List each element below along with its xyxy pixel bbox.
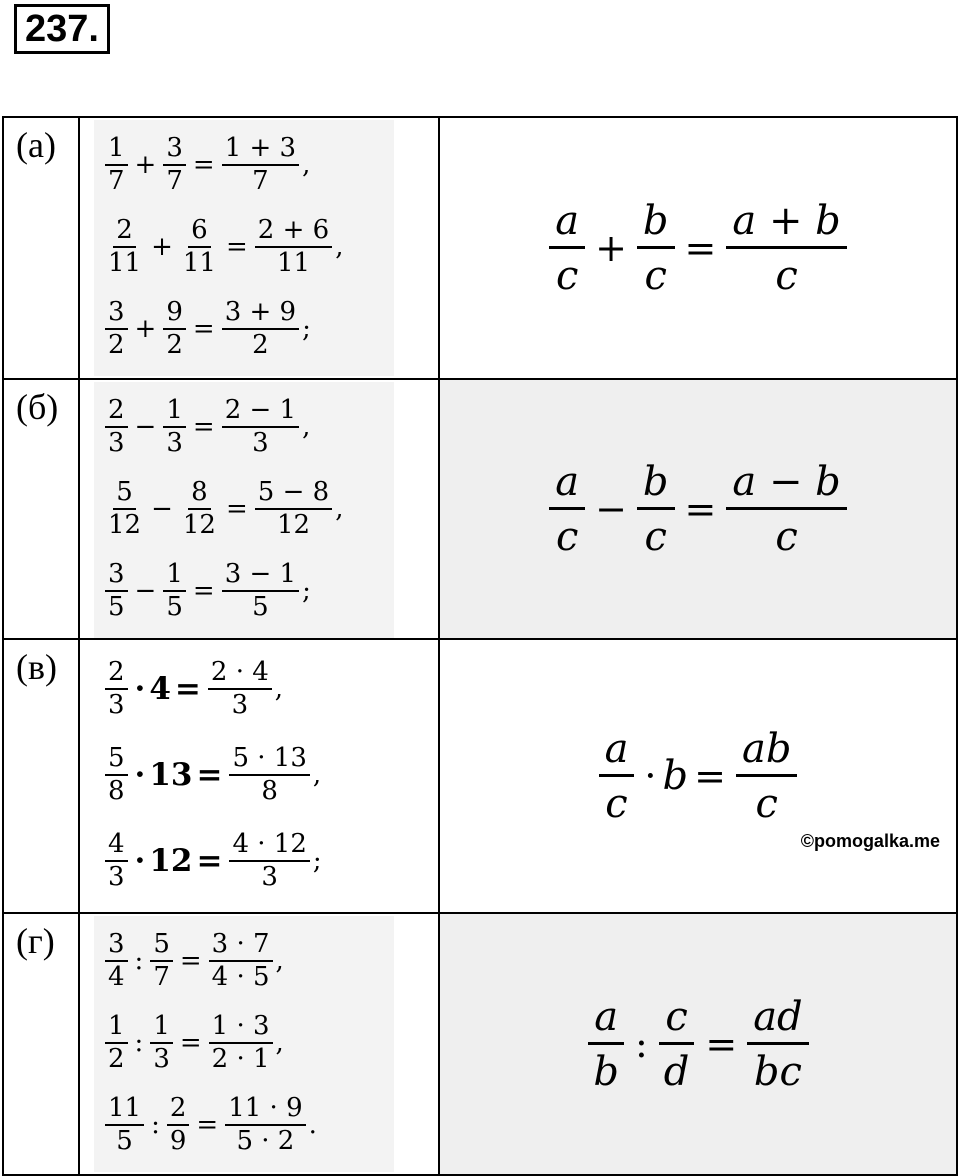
denominator: 12 bbox=[182, 510, 216, 540]
operator: = bbox=[192, 150, 215, 180]
numerator: 1 bbox=[105, 1013, 128, 1044]
numerator: 3 bbox=[105, 561, 128, 592]
fraction bbox=[229, 742, 309, 806]
fraction bbox=[105, 828, 128, 892]
math-text: , bbox=[312, 760, 322, 790]
denominator: 9 bbox=[169, 1126, 187, 1156]
denominator: c bbox=[755, 780, 778, 827]
numerator: 5 bbox=[150, 931, 173, 962]
example-equation bbox=[102, 124, 394, 206]
numerator: 4 · 12 bbox=[229, 831, 309, 862]
fraction bbox=[222, 132, 299, 196]
fraction bbox=[209, 928, 273, 992]
numerator: 5 bbox=[113, 479, 136, 510]
operator: + bbox=[151, 232, 173, 262]
math-text: , bbox=[302, 150, 311, 180]
table-row bbox=[3, 379, 957, 639]
numerator: 1 bbox=[150, 1013, 173, 1044]
row-label: (г) bbox=[3, 913, 79, 1175]
numerator: c bbox=[659, 996, 693, 1045]
fraction bbox=[105, 558, 128, 622]
fraction bbox=[549, 197, 585, 299]
numerator: 1 + 3 bbox=[222, 135, 299, 166]
operator: · bbox=[134, 671, 146, 707]
denominator: bc bbox=[753, 1048, 802, 1095]
denominator: 5 bbox=[108, 592, 125, 622]
denominator: d bbox=[663, 1048, 690, 1095]
denominator: 3 bbox=[153, 1044, 170, 1074]
fraction bbox=[163, 394, 186, 458]
numerator: 9 bbox=[163, 299, 186, 330]
numerator: 3 · 7 bbox=[209, 931, 273, 962]
examples-cell bbox=[79, 639, 439, 913]
numerator: 5 · 13 bbox=[229, 745, 309, 776]
denominator: 3 bbox=[108, 428, 125, 458]
operator: = bbox=[225, 232, 248, 262]
denominator: 11 bbox=[108, 248, 142, 278]
fraction bbox=[587, 993, 625, 1095]
math-text: 4 bbox=[149, 671, 171, 707]
denominator: c bbox=[555, 252, 579, 299]
denominator: 5 bbox=[252, 592, 269, 622]
denominator: 2 bbox=[252, 330, 269, 360]
general-formula bbox=[440, 458, 956, 560]
denominator: 4 bbox=[108, 962, 125, 992]
math-text: , bbox=[275, 946, 284, 976]
numerator: 1 bbox=[163, 397, 186, 428]
operator: = bbox=[179, 1028, 202, 1058]
fraction bbox=[105, 394, 128, 458]
denominator: 7 bbox=[166, 166, 183, 196]
numerator: 5 bbox=[105, 745, 128, 776]
fraction bbox=[150, 1010, 173, 1074]
operator: = bbox=[192, 576, 215, 606]
general-formula bbox=[440, 993, 956, 1095]
fraction bbox=[225, 1092, 305, 1156]
fraction bbox=[105, 214, 144, 278]
operator: · bbox=[644, 754, 657, 798]
fraction bbox=[726, 458, 846, 560]
fraction bbox=[747, 993, 808, 1095]
examples-cell bbox=[79, 913, 439, 1175]
examples-panel bbox=[94, 120, 394, 376]
numerator: a bbox=[588, 996, 624, 1045]
numerator: a bbox=[549, 200, 585, 249]
denominator: 12 bbox=[276, 510, 311, 540]
fraction bbox=[549, 458, 585, 560]
fraction bbox=[105, 296, 128, 360]
problem-number: 237. bbox=[14, 4, 110, 54]
operator: − bbox=[151, 494, 173, 524]
math-text: , bbox=[335, 232, 344, 262]
denominator: 5 · 2 bbox=[236, 1126, 295, 1156]
denominator: 7 bbox=[252, 166, 269, 196]
examples-panel bbox=[94, 642, 394, 910]
general-formula bbox=[440, 197, 956, 299]
numerator: 2 bbox=[167, 1095, 190, 1126]
operator: − bbox=[134, 412, 157, 442]
numerator: 3 bbox=[105, 931, 128, 962]
fraction bbox=[222, 558, 299, 622]
general-formula-cell bbox=[439, 379, 957, 639]
denominator: 3 bbox=[108, 690, 125, 720]
fraction bbox=[150, 928, 173, 992]
math-text: b bbox=[662, 753, 689, 799]
math-text: ; bbox=[302, 576, 311, 606]
table-row bbox=[3, 117, 957, 379]
numerator: 2 − 1 bbox=[222, 397, 299, 428]
numerator: 1 bbox=[105, 135, 128, 166]
numerator: b bbox=[637, 461, 675, 510]
example-equation bbox=[102, 1084, 394, 1166]
examples-panel bbox=[94, 382, 394, 638]
denominator: 7 bbox=[153, 962, 170, 992]
math-text: . bbox=[308, 1110, 317, 1140]
denominator: 3 bbox=[231, 690, 249, 720]
numerator: 2 bbox=[113, 217, 136, 248]
example-equation bbox=[102, 550, 394, 632]
math-text: , bbox=[302, 412, 311, 442]
denominator: 3 bbox=[252, 428, 269, 458]
numerator: 2 bbox=[105, 659, 128, 690]
fraction bbox=[726, 197, 846, 299]
numerator: 11 bbox=[105, 1095, 144, 1126]
numerator: 3 bbox=[105, 299, 128, 330]
numerator: 11 · 9 bbox=[225, 1095, 305, 1126]
denominator: c bbox=[555, 513, 579, 560]
fraction bbox=[255, 476, 332, 540]
fraction bbox=[255, 214, 332, 278]
operator: = bbox=[684, 487, 717, 531]
operator: : bbox=[634, 1022, 648, 1066]
operator: = bbox=[684, 226, 717, 270]
fraction bbox=[637, 458, 675, 560]
operator: − bbox=[595, 487, 627, 531]
numerator: ad bbox=[747, 996, 808, 1045]
denominator: 2 bbox=[166, 330, 183, 360]
numerator: 3 − 1 bbox=[222, 561, 299, 592]
general-formula-cell bbox=[439, 913, 957, 1175]
math-text: , bbox=[274, 674, 284, 704]
table-row bbox=[3, 639, 957, 913]
fraction bbox=[208, 656, 272, 720]
numerator: 2 · 4 bbox=[208, 659, 272, 690]
example-equation bbox=[102, 818, 394, 904]
row-label: (а) bbox=[3, 117, 79, 379]
operator: : bbox=[134, 946, 144, 976]
fraction bbox=[658, 993, 696, 1095]
operator: = bbox=[192, 314, 215, 344]
math-text: , bbox=[275, 1028, 284, 1058]
operator: = bbox=[705, 1022, 738, 1066]
examples-cell bbox=[79, 117, 439, 379]
operator: = bbox=[196, 757, 223, 793]
fraction bbox=[229, 828, 309, 892]
denominator: c bbox=[775, 252, 798, 299]
numerator: 2 bbox=[105, 397, 128, 428]
fraction bbox=[105, 1092, 144, 1156]
numerator: 2 + 6 bbox=[255, 217, 332, 248]
fraction bbox=[222, 394, 299, 458]
denominator: 2 bbox=[108, 330, 125, 360]
denominator: 8 bbox=[108, 776, 125, 806]
denominator: 11 bbox=[182, 248, 216, 278]
fraction bbox=[105, 656, 128, 720]
denominator: 3 bbox=[166, 428, 183, 458]
denominator: 3 bbox=[108, 862, 125, 892]
formula-table bbox=[2, 116, 958, 1176]
numerator: a bbox=[549, 461, 585, 510]
operator: · bbox=[134, 757, 146, 793]
numerator: 3 + 9 bbox=[222, 299, 299, 330]
fraction bbox=[637, 197, 675, 299]
fraction bbox=[209, 1010, 273, 1074]
operator: = bbox=[179, 946, 202, 976]
numerator: 6 bbox=[188, 217, 211, 248]
fraction bbox=[163, 132, 186, 196]
numerator: a bbox=[599, 728, 635, 777]
examples-cell bbox=[79, 379, 439, 639]
fraction bbox=[599, 725, 635, 827]
operator: = bbox=[196, 1110, 219, 1140]
numerator: 1 bbox=[163, 561, 186, 592]
example-equation bbox=[102, 1002, 394, 1084]
numerator: a + b bbox=[726, 200, 846, 249]
fraction bbox=[105, 928, 128, 992]
denominator: 2 bbox=[108, 1044, 125, 1074]
denominator: c bbox=[605, 780, 628, 827]
operator: = bbox=[225, 494, 248, 524]
denominator: c bbox=[775, 513, 798, 560]
denominator: 3 bbox=[261, 862, 278, 892]
operator: = bbox=[174, 671, 201, 707]
denominator: 2 · 1 bbox=[211, 1044, 270, 1074]
math-text: , bbox=[335, 494, 344, 524]
numerator: 4 bbox=[105, 831, 128, 862]
watermark: ©pomogalka.me bbox=[800, 831, 940, 851]
numerator: 3 bbox=[163, 135, 186, 166]
operator: = bbox=[694, 754, 726, 798]
denominator: b bbox=[593, 1048, 619, 1095]
denominator: 5 bbox=[116, 1126, 133, 1156]
denominator: 4 · 5 bbox=[211, 962, 270, 992]
fraction bbox=[180, 476, 219, 540]
math-text: ; bbox=[312, 846, 322, 876]
operator: − bbox=[134, 576, 157, 606]
denominator: 11 bbox=[276, 248, 311, 278]
example-equation bbox=[102, 920, 394, 1002]
math-text: 13 bbox=[149, 757, 193, 793]
denominator: 12 bbox=[108, 510, 142, 540]
general-formula bbox=[440, 725, 956, 827]
numerator: b bbox=[637, 200, 675, 249]
row-label: (в) bbox=[3, 639, 79, 913]
fraction bbox=[105, 132, 128, 196]
fraction bbox=[222, 296, 299, 360]
operator: + bbox=[595, 226, 627, 270]
operator: : bbox=[134, 1028, 144, 1058]
general-formula-cell bbox=[439, 117, 957, 379]
denominator: c bbox=[644, 513, 667, 560]
operator: + bbox=[134, 150, 157, 180]
operator: + bbox=[134, 314, 157, 344]
math-text: 12 bbox=[149, 843, 193, 879]
fraction bbox=[167, 1092, 190, 1156]
row-label: (б) bbox=[3, 379, 79, 639]
fraction bbox=[180, 214, 219, 278]
example-equation bbox=[102, 386, 394, 468]
numerator: 1 · 3 bbox=[209, 1013, 273, 1044]
fraction bbox=[163, 296, 186, 360]
denominator: 8 bbox=[261, 776, 278, 806]
numerator: 5 − 8 bbox=[255, 479, 332, 510]
example-equation bbox=[102, 732, 394, 818]
fraction bbox=[105, 1010, 128, 1074]
math-text: ; bbox=[302, 314, 311, 344]
examples-panel bbox=[94, 916, 394, 1172]
table-row bbox=[3, 913, 957, 1175]
operator: = bbox=[196, 843, 223, 879]
fraction bbox=[105, 742, 128, 806]
example-equation bbox=[102, 288, 394, 370]
fraction bbox=[105, 476, 144, 540]
operator: : bbox=[151, 1110, 160, 1140]
operator: = bbox=[192, 412, 215, 442]
denominator: c bbox=[644, 252, 667, 299]
general-formula-cell bbox=[439, 639, 957, 913]
denominator: 5 bbox=[166, 592, 183, 622]
fraction bbox=[736, 725, 797, 827]
fraction bbox=[163, 558, 186, 622]
numerator: ab bbox=[736, 728, 797, 777]
denominator: 7 bbox=[108, 166, 125, 196]
example-equation bbox=[102, 206, 394, 288]
operator: · bbox=[134, 843, 146, 879]
numerator: 8 bbox=[188, 479, 211, 510]
example-equation bbox=[102, 468, 394, 550]
example-equation bbox=[102, 646, 394, 732]
numerator: a − b bbox=[726, 461, 846, 510]
